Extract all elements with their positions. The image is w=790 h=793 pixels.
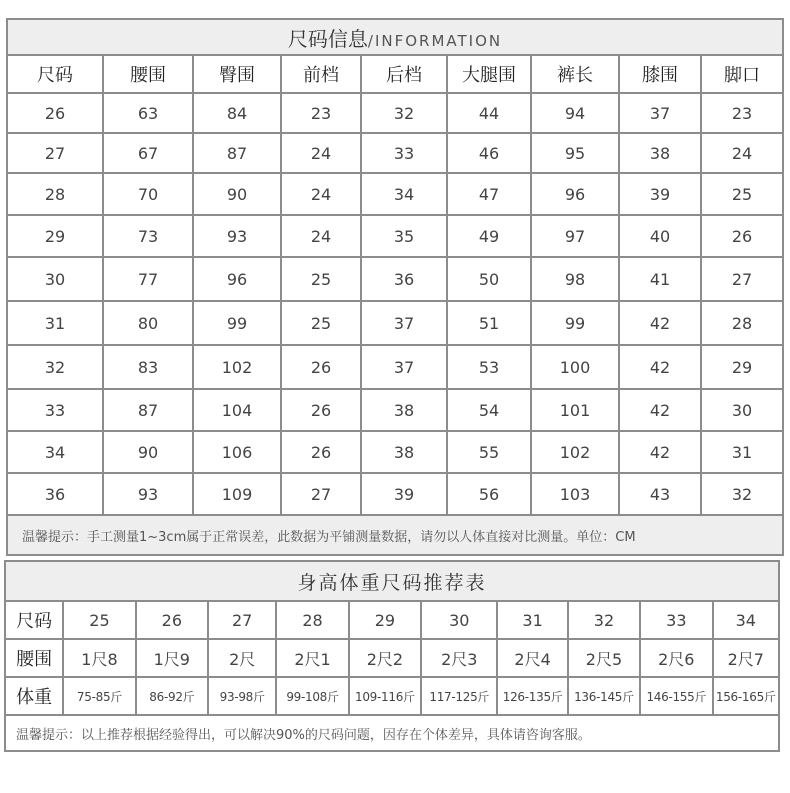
recommend-waist-cell: 2尺3 [421, 639, 497, 677]
size-cell: 93 [103, 473, 193, 515]
size-row [7, 301, 783, 345]
column-header: 裤长 [531, 55, 619, 93]
recommend-waist-cell: 2尺2 [349, 639, 421, 677]
size-row [7, 173, 783, 215]
size-cell: 73 [103, 215, 193, 257]
recommend-waist-cell: 2尺1 [276, 639, 348, 677]
size-cell: 42 [619, 301, 701, 345]
size-cell: 84 [193, 93, 281, 133]
size-cell: 90 [103, 431, 193, 473]
recommend-size-cell: 30 [421, 601, 497, 639]
size-cell: 43 [619, 473, 701, 515]
size-cell: 41 [619, 257, 701, 301]
recommend-row-label: 体重 [5, 677, 63, 715]
size-cell: 36 [361, 257, 447, 301]
size-info-table [6, 18, 784, 556]
recommend-row-label: 尺码 [5, 601, 63, 639]
size-cell: 30 [7, 257, 103, 301]
size-cell: 37 [619, 93, 701, 133]
size-cell: 77 [103, 257, 193, 301]
size-cell: 24 [701, 133, 783, 173]
size-cell: 83 [103, 345, 193, 389]
size-row [7, 257, 783, 301]
recommend-title: 身高体重尺码推荐表 [5, 561, 779, 601]
size-cell: 70 [103, 173, 193, 215]
size-row [7, 215, 783, 257]
recommend-weight-cell: 156-165斤 [713, 677, 780, 715]
size-cell: 28 [7, 173, 103, 215]
recommend-size-cell: 27 [208, 601, 276, 639]
recommend-size-row [5, 601, 779, 639]
size-row [7, 431, 783, 473]
size-cell: 37 [361, 301, 447, 345]
size-cell: 33 [361, 133, 447, 173]
size-cell: 27 [7, 133, 103, 173]
column-header: 膝围 [619, 55, 701, 93]
recommend-size-cell: 26 [136, 601, 208, 639]
recommend-weight-cell: 136-145斤 [568, 677, 640, 715]
size-cell: 35 [361, 215, 447, 257]
size-cell: 38 [361, 389, 447, 431]
size-cell: 106 [193, 431, 281, 473]
recommend-weight-row [5, 677, 779, 715]
column-header: 脚口 [701, 55, 783, 93]
size-cell: 49 [447, 215, 531, 257]
size-cell: 103 [531, 473, 619, 515]
size-cell: 47 [447, 173, 531, 215]
size-info-title-en: /INFORMATION [367, 31, 503, 50]
recommend-size-cell: 25 [63, 601, 135, 639]
size-cell: 26 [701, 215, 783, 257]
size-cell: 42 [619, 389, 701, 431]
column-header: 腰围 [103, 55, 193, 93]
size-cell: 42 [619, 431, 701, 473]
size-cell: 67 [103, 133, 193, 173]
size-cell: 51 [447, 301, 531, 345]
recommend-weight-cell: 75-85斤 [63, 677, 135, 715]
size-cell: 90 [193, 173, 281, 215]
size-cell: 31 [701, 431, 783, 473]
recommend-waist-cell: 2尺5 [568, 639, 640, 677]
recommend-waist-cell: 1尺8 [63, 639, 135, 677]
column-header: 臀围 [193, 55, 281, 93]
size-cell: 26 [7, 93, 103, 133]
size-cell: 39 [361, 473, 447, 515]
size-cell: 39 [619, 173, 701, 215]
recommend-row-label: 腰围 [5, 639, 63, 677]
column-header: 后档 [361, 55, 447, 93]
size-cell: 23 [281, 93, 361, 133]
size-cell: 93 [193, 215, 281, 257]
size-cell: 38 [361, 431, 447, 473]
size-cell: 24 [281, 215, 361, 257]
size-cell: 96 [531, 173, 619, 215]
size-cell: 25 [701, 173, 783, 215]
size-cell: 27 [701, 257, 783, 301]
size-cell: 44 [447, 93, 531, 133]
size-cell: 99 [531, 301, 619, 345]
size-cell: 102 [193, 345, 281, 389]
recommend-weight-cell: 93-98斤 [208, 677, 276, 715]
size-info-body [7, 93, 783, 515]
size-cell: 97 [531, 215, 619, 257]
size-cell: 80 [103, 301, 193, 345]
size-cell: 38 [619, 133, 701, 173]
size-cell: 32 [7, 345, 103, 389]
recommend-waist-row [5, 639, 779, 677]
recommend-weight-cell: 117-125斤 [421, 677, 497, 715]
size-cell: 33 [7, 389, 103, 431]
size-cell: 99 [193, 301, 281, 345]
recommend-waist-cell: 2尺4 [497, 639, 567, 677]
size-cell: 27 [281, 473, 361, 515]
size-cell: 63 [103, 93, 193, 133]
size-cell: 87 [103, 389, 193, 431]
size-cell: 29 [7, 215, 103, 257]
size-cell: 30 [701, 389, 783, 431]
size-cell: 31 [7, 301, 103, 345]
size-cell: 32 [701, 473, 783, 515]
size-row [7, 93, 783, 133]
size-info-note: 温馨提示：手工测量1~3cm属于正常误差，此数据为平铺测量数据，请勿以人体直接对比测量。单位：CM [7, 515, 783, 555]
recommend-size-cell: 29 [349, 601, 421, 639]
recommend-weight-cell: 126-135斤 [497, 677, 567, 715]
size-cell: 24 [281, 133, 361, 173]
size-cell: 36 [7, 473, 103, 515]
recommend-size-cell: 31 [497, 601, 567, 639]
size-row [7, 473, 783, 515]
column-header: 大腿围 [447, 55, 531, 93]
size-cell: 46 [447, 133, 531, 173]
size-cell: 25 [281, 301, 361, 345]
size-cell: 26 [281, 345, 361, 389]
size-row [7, 389, 783, 431]
size-cell: 95 [531, 133, 619, 173]
recommend-table [4, 560, 780, 752]
recommend-waist-cell: 2尺7 [713, 639, 780, 677]
size-cell: 94 [531, 93, 619, 133]
column-header: 尺码 [7, 55, 103, 93]
size-cell: 53 [447, 345, 531, 389]
size-row [7, 133, 783, 173]
size-cell: 28 [701, 301, 783, 345]
size-cell: 102 [531, 431, 619, 473]
size-cell: 54 [447, 389, 531, 431]
size-cell: 40 [619, 215, 701, 257]
size-cell: 104 [193, 389, 281, 431]
size-cell: 26 [281, 431, 361, 473]
size-cell: 23 [701, 93, 783, 133]
size-cell: 50 [447, 257, 531, 301]
recommend-size-cell: 33 [640, 601, 712, 639]
recommend-waist-cell: 1尺9 [136, 639, 208, 677]
size-cell: 29 [701, 345, 783, 389]
recommend-size-cell: 34 [713, 601, 780, 639]
size-cell: 37 [361, 345, 447, 389]
column-header: 前档 [281, 55, 361, 93]
size-cell: 34 [361, 173, 447, 215]
recommend-weight-cell: 86-92斤 [136, 677, 208, 715]
size-cell: 26 [281, 389, 361, 431]
recommend-weight-cell: 146-155斤 [640, 677, 712, 715]
recommend-size-cell: 32 [568, 601, 640, 639]
size-info-header-row [7, 55, 783, 93]
size-cell: 55 [447, 431, 531, 473]
recommend-waist-cell: 2尺 [208, 639, 276, 677]
size-cell: 42 [619, 345, 701, 389]
recommend-weight-cell: 109-116斤 [349, 677, 421, 715]
size-cell: 87 [193, 133, 281, 173]
size-cell: 101 [531, 389, 619, 431]
size-cell: 96 [193, 257, 281, 301]
recommend-waist-cell: 2尺6 [640, 639, 712, 677]
size-row [7, 345, 783, 389]
recommend-size-cell: 28 [276, 601, 348, 639]
size-cell: 25 [281, 257, 361, 301]
size-cell: 34 [7, 431, 103, 473]
recommend-note: 温馨提示：以上推荐根据经验得出，可以解决90%的尺码问题，因存在个体差异，具体请咨询客服。 [5, 715, 779, 751]
size-cell: 56 [447, 473, 531, 515]
size-cell: 32 [361, 93, 447, 133]
size-cell: 98 [531, 257, 619, 301]
size-cell: 109 [193, 473, 281, 515]
size-cell: 100 [531, 345, 619, 389]
size-info-title [7, 19, 783, 55]
size-info-title-cn: 尺码信息 [287, 26, 368, 51]
recommend-weight-cell: 99-108斤 [276, 677, 348, 715]
size-cell: 24 [281, 173, 361, 215]
